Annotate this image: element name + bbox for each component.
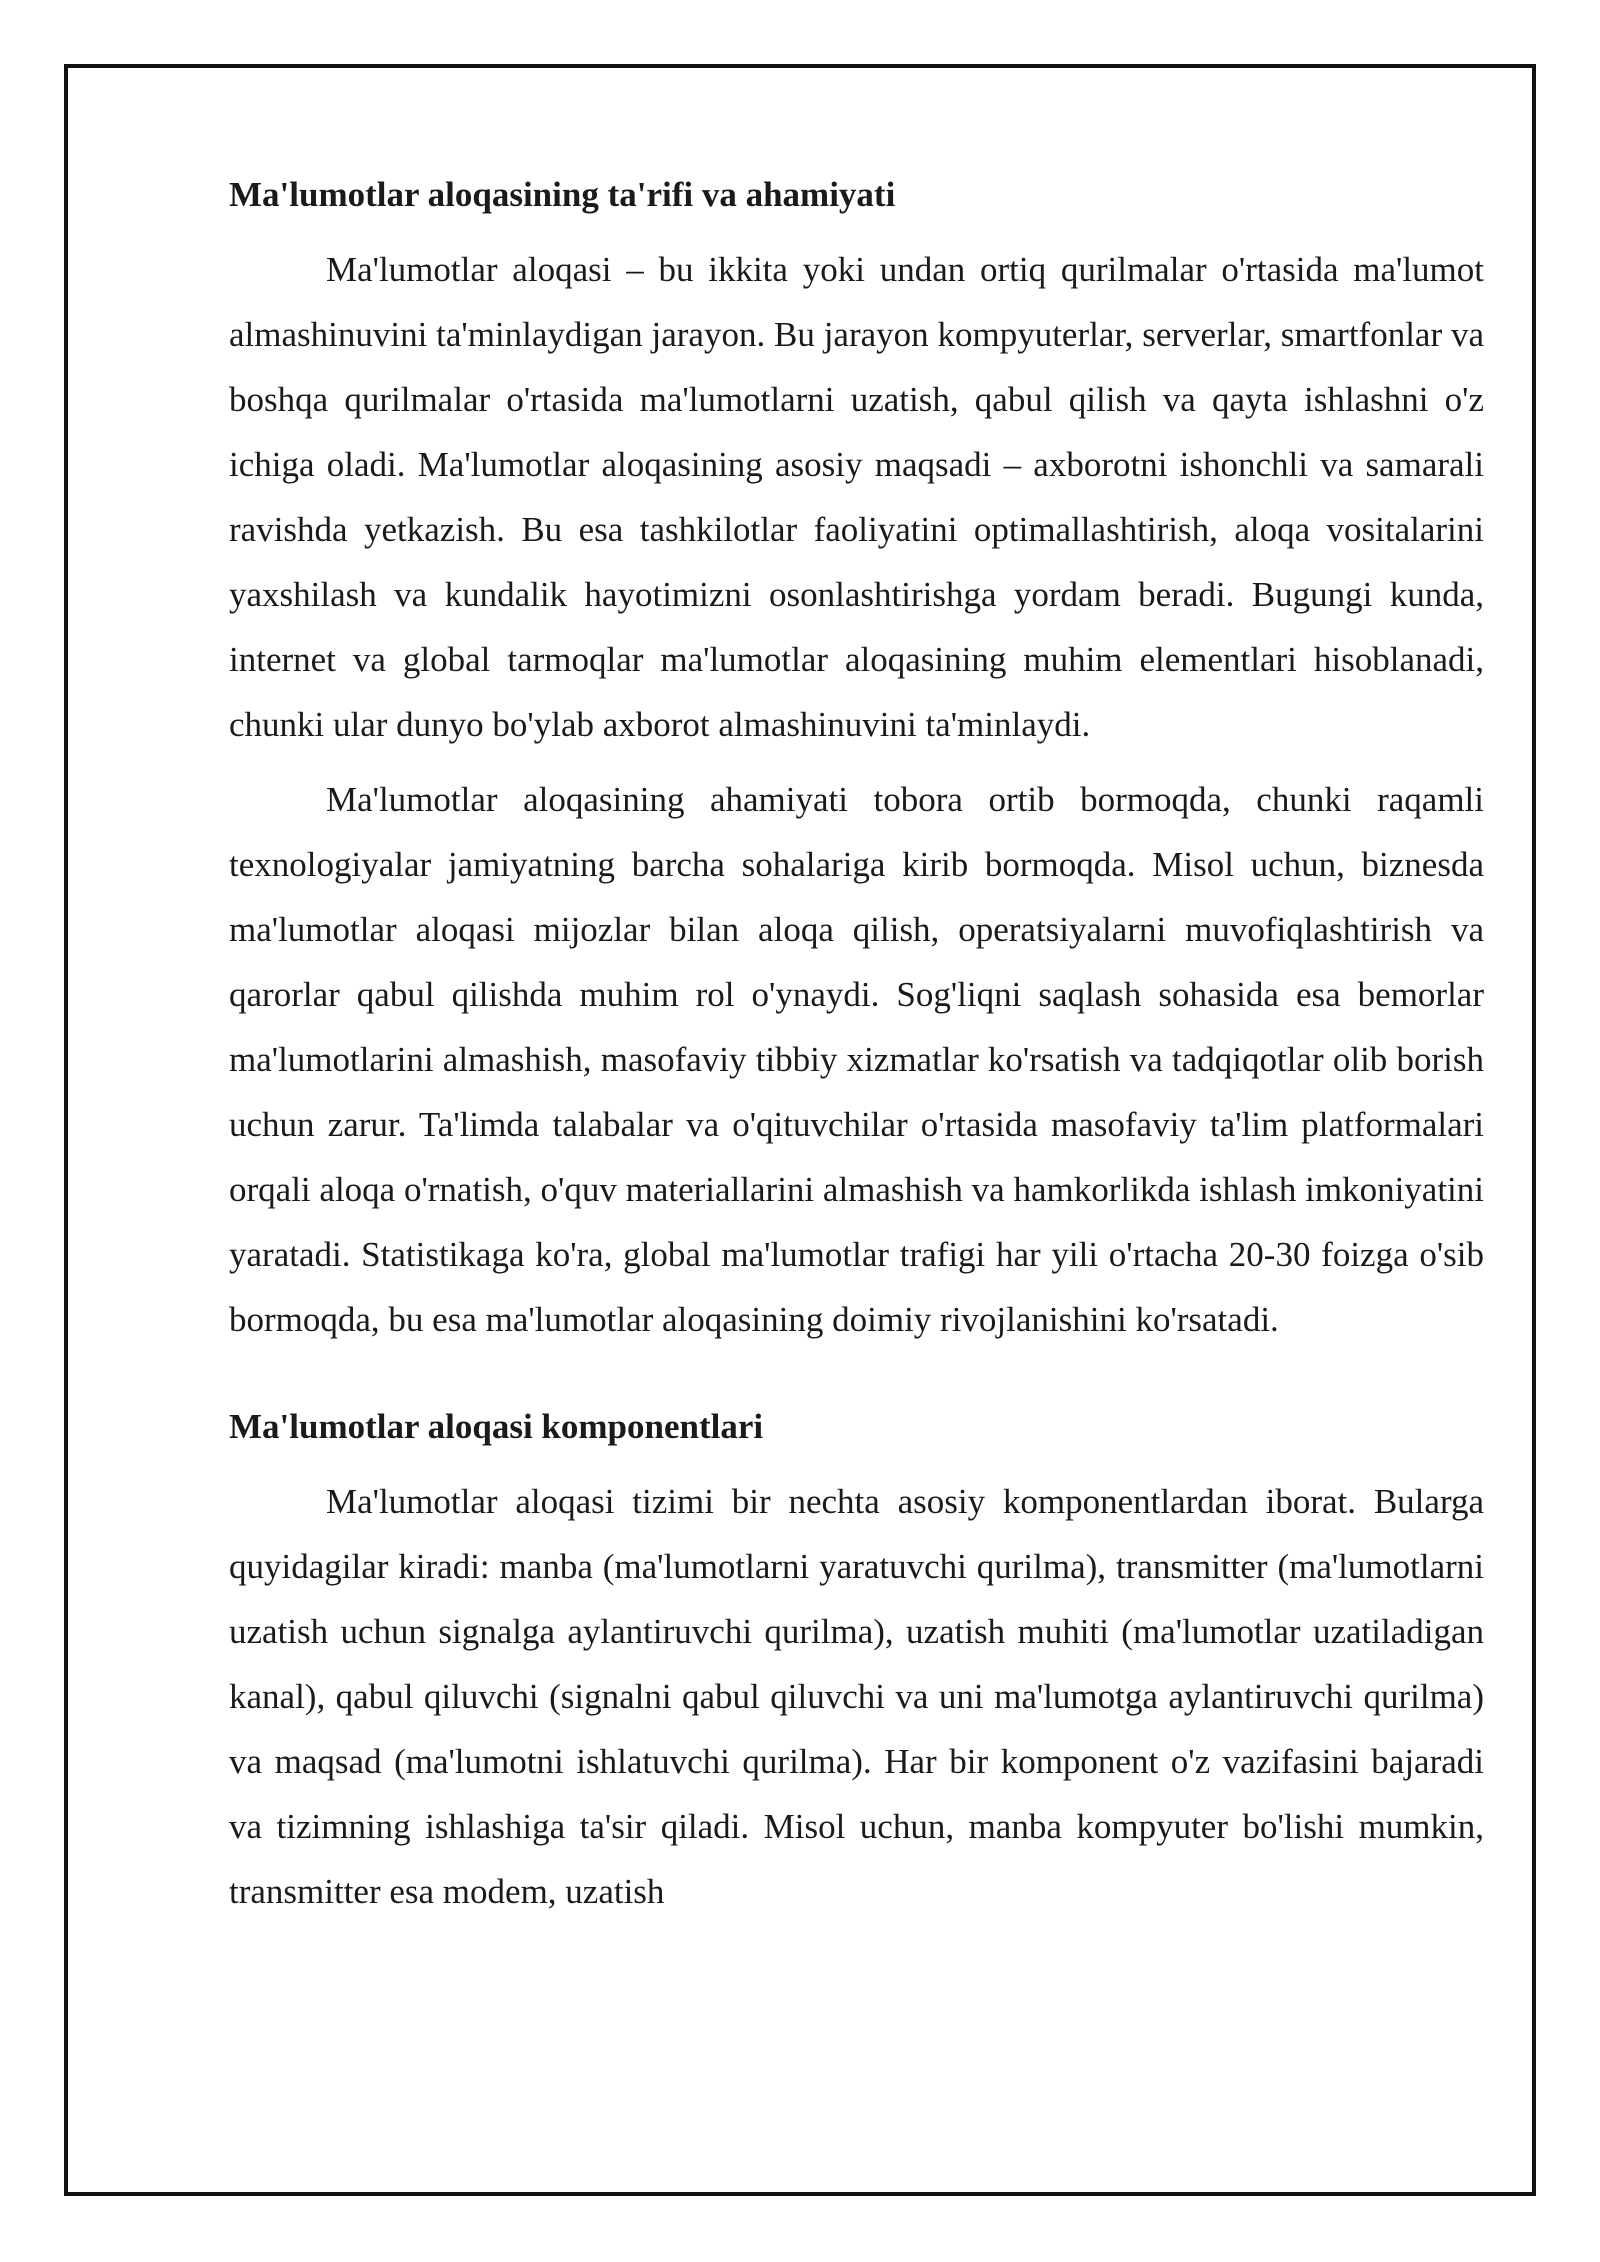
section-heading-components: Ma'lumotlar aloqasi komponentlari	[229, 1407, 764, 1446]
section-heading-definition: Ma'lumotlar aloqasining ta'rifi va ahamiyati	[229, 175, 896, 214]
paragraph-definition: Ma'lumotlar aloqasi – bu ikkita yoki undan ortiq qurilmalar o'rtasida ma'lumot almashinuvini ta'minlaydigan jarayon. Bu jarayon kompyuterlar, serverlar, smartfonlar va boshqa qurilmalar o'rtasida ma'lumotlarni uzatish, qabul qilish va qayta ishlashni o'z ichiga oladi. Ma'lumotlar aloqasining asosiy maqsadi – axborotni ishonchli va samarali ravishda yetkazish. Bu esa tashkilotlar faoliyatini optimallashtirish, aloqa vositalarini yaxshilash va kundalik hayotimizni osonlashtirishga yordam beradi. Bugungi kunda, internet va global tarmoqlar ma'lumotlar aloqasining muhim elementlari hisoblanadi, chunki ular dunyo bo'ylab axborot almashinuvini ta'minlaydi.	[229, 250, 1484, 744]
paragraph-importance: Ma'lumotlar aloqasining ahamiyati tobora ortib bormoqda, chunki raqamli texnologiyalar jamiyatning barcha sohalariga kirib bormoqda. Misol uchun, biznesda ma'lumotlar aloqasi mijozlar bilan aloqa qilish, operatsiyalarni muvofiqlashtirish va qarorlar qabul qilishda muhim rol o'ynaydi. Sog'liqni saqlash sohasida esa bemorlar ma'lumotlarini almashish, masofaviy tibbiy xizmatlar ko'rsatish va tadqiqotlar olib borish uchun zarur. Ta'limda talabalar va o'qituvchilar o'rtasida masofaviy ta'lim platformalari orqali aloqa o'rnatish, o'quv materiallarini almashish va hamkorlikda ishlash imkoniyatini yaratadi. Statistikaga ko'ra, global ma'lumotlar trafigi har yili o'rtacha 20-30 foizga o'sib bormoqda, bu esa ma'lumotlar aloqasining doimiy rivojlanishini ko'rsatadi.	[229, 780, 1484, 1339]
paragraph-components: Ma'lumotlar aloqasi tizimi bir nechta asosiy komponentlardan iborat. Bularga quyidagilar kiradi: manba (ma'lumotlarni yaratuvchi qurilma), transmitter (ma'lumotlarni uzatish uchun signalga aylantiruvchi qurilma), uzatish muhiti (ma'lumotlar uzatiladigan kanal), qabul qiluvchi (signalni qabul qiluvchi va uni ma'lumotga aylantiruvchi qurilma) va maqsad (ma'lumotni ishlatuvchi qurilma). Har bir komponent o'z vazifasini bajaradi va tizimning ishlashiga ta'sir qiladi. Misol uchun, manba kompyuter bo'lishi mumkin, transmitter esa modem, uzatish	[229, 1482, 1484, 1911]
document-body	[229, 172, 1484, 1934]
